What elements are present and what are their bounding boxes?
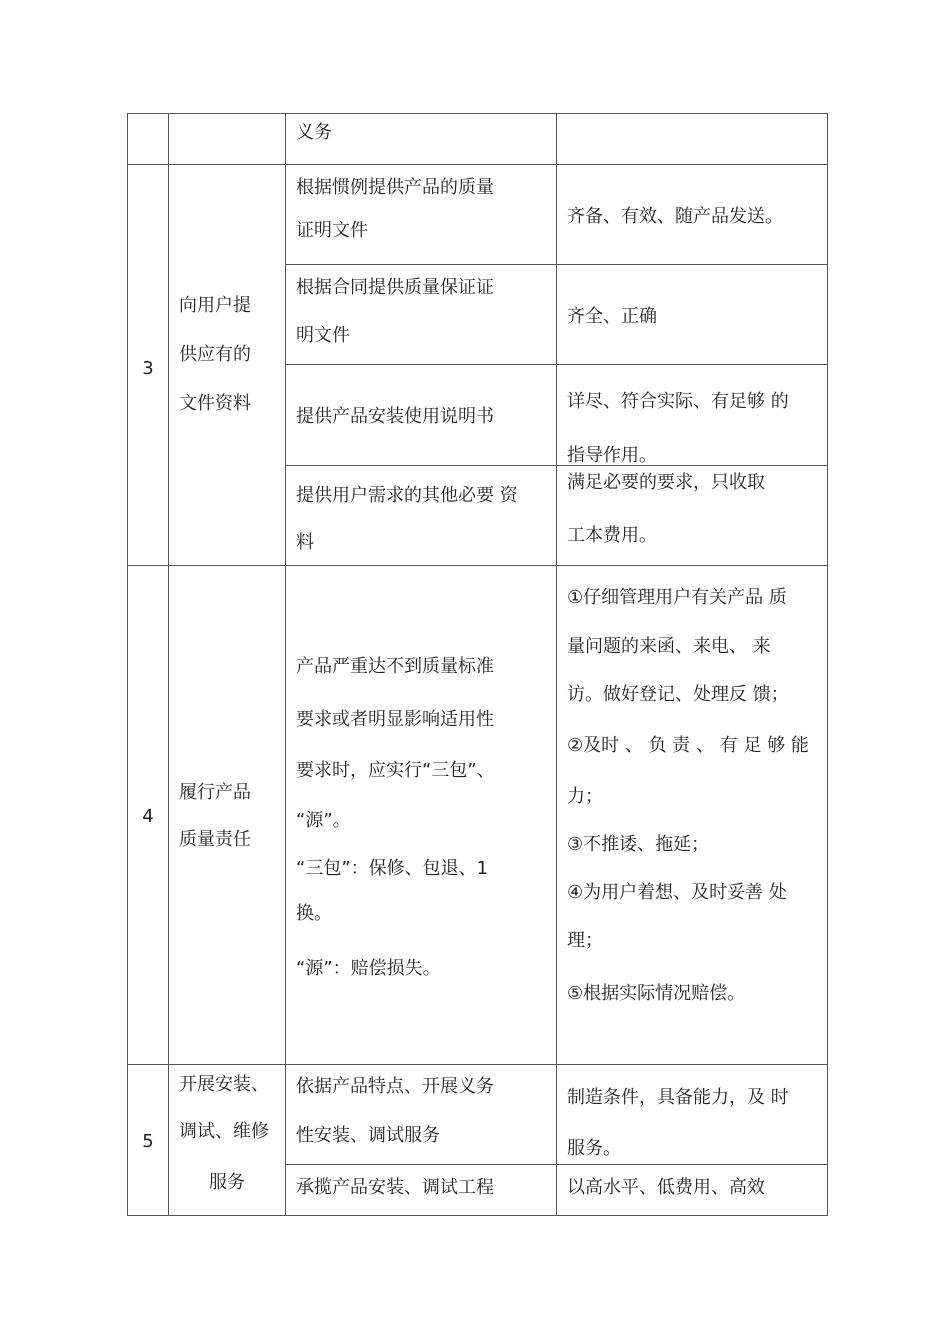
req-line: 指导作用。 <box>567 445 657 466</box>
item-cell <box>286 265 557 365</box>
req-line: 制造条件，具备能力，及 时 <box>567 1087 789 1108</box>
table-row <box>128 165 828 265</box>
requirement-cell <box>557 466 828 566</box>
item-line: 证明文件 <box>296 220 368 241</box>
item-line: 料 <box>296 532 314 553</box>
service-table <box>127 113 828 1216</box>
req-line: 服务。 <box>567 1138 621 1159</box>
num-cell <box>128 1065 169 1216</box>
item-cell <box>286 566 557 1065</box>
item-line: 根据惯例提供产品的质量 <box>296 177 494 198</box>
num-cell <box>128 566 169 1065</box>
req-line: 访。做好登记、处理反 馈； <box>567 684 789 705</box>
req-line: 以高水平、低费用、高效 <box>567 1177 765 1198</box>
item-cell <box>286 365 557 466</box>
table-row <box>128 566 828 1065</box>
item-cell <box>286 466 557 566</box>
requirement-cell <box>557 365 828 466</box>
item-line: “源”：赔偿损失。 <box>296 958 441 979</box>
req-line: ⑤根据实际情况赔偿。 <box>567 983 746 1004</box>
requirement-cell <box>557 265 828 365</box>
topic-line: 服务 <box>209 1172 245 1193</box>
row-number: 4 <box>142 806 154 827</box>
req-line: 量问题的来函、来电、 来 <box>567 636 771 657</box>
item-line: 性安装、调试服务 <box>296 1125 440 1146</box>
requirement-cell <box>557 1165 828 1216</box>
requirement-cell <box>557 566 828 1065</box>
item-line: 明文件 <box>296 325 350 346</box>
item-line: 提供产品安装使用说明书 <box>296 406 494 427</box>
requirement-cell <box>557 114 828 165</box>
item-line: 产品严重达不到质量标准 <box>296 656 494 677</box>
table-row <box>128 1065 828 1165</box>
item-line: 换。 <box>296 903 332 924</box>
req-line: ①仔细管理用户有关产品 质 <box>567 587 787 608</box>
req-line: 齐全、正确 <box>567 306 657 327</box>
topic-line: 向用户提 <box>179 295 251 316</box>
req-line: 满足必要的要求，只收取 <box>567 472 765 493</box>
item-line: “三包”：保修、包退、1 <box>296 858 489 879</box>
item-line: 提供用户需求的其他必要 资 <box>296 485 518 506</box>
num-cell <box>128 114 169 165</box>
item-cell <box>286 1065 557 1165</box>
item-line: 根据合同提供质量保证证 <box>296 277 494 298</box>
requirement-cell <box>557 1065 828 1165</box>
req-line: 齐备、有效、随产品发送。 <box>567 206 783 227</box>
requirement-cell <box>557 165 828 265</box>
topic-line: 调试、维修 <box>179 1121 269 1142</box>
req-line: 理； <box>567 930 603 951</box>
req-line: ③不推诿、拖延； <box>567 834 710 855</box>
item-line: 依据产品特点、开展义务 <box>296 1076 494 1097</box>
topic-cell <box>169 1065 286 1216</box>
topic-cell <box>169 566 286 1065</box>
row-number: 5 <box>142 1131 154 1152</box>
topic-line: 质量责任 <box>179 829 251 850</box>
item-line: 承揽产品安装、调试工程 <box>296 1177 494 1198</box>
topic-line: 供应有的 <box>179 344 251 365</box>
item-text: 义务 <box>296 122 332 143</box>
row-number: 3 <box>142 358 154 379</box>
req-line: ④为用户着想、及时妥善 处 <box>567 882 787 903</box>
item-cell <box>286 165 557 265</box>
req-line: ②及时 、 负 责 、 有 足 够 能 <box>567 735 809 756</box>
req-line: 力； <box>567 786 603 807</box>
item-line: 要求时，应实行“三包”、 <box>296 760 495 781</box>
topic-cell <box>169 165 286 566</box>
item-line: “源”。 <box>296 810 351 831</box>
item-line: 要求或者明显影响适用性 <box>296 709 494 730</box>
topic-line: 开展安装、 <box>179 1074 269 1095</box>
req-line: 详尽、符合实际、有足够 的 <box>567 391 789 412</box>
item-cell <box>286 1165 557 1216</box>
table-row <box>128 114 828 165</box>
topic-line: 文件资料 <box>179 393 251 414</box>
topic-line: 履行产品 <box>179 782 251 803</box>
num-cell <box>128 165 169 566</box>
topic-cell <box>169 114 286 165</box>
item-cell <box>286 114 557 165</box>
req-line: 工本费用。 <box>567 525 657 546</box>
